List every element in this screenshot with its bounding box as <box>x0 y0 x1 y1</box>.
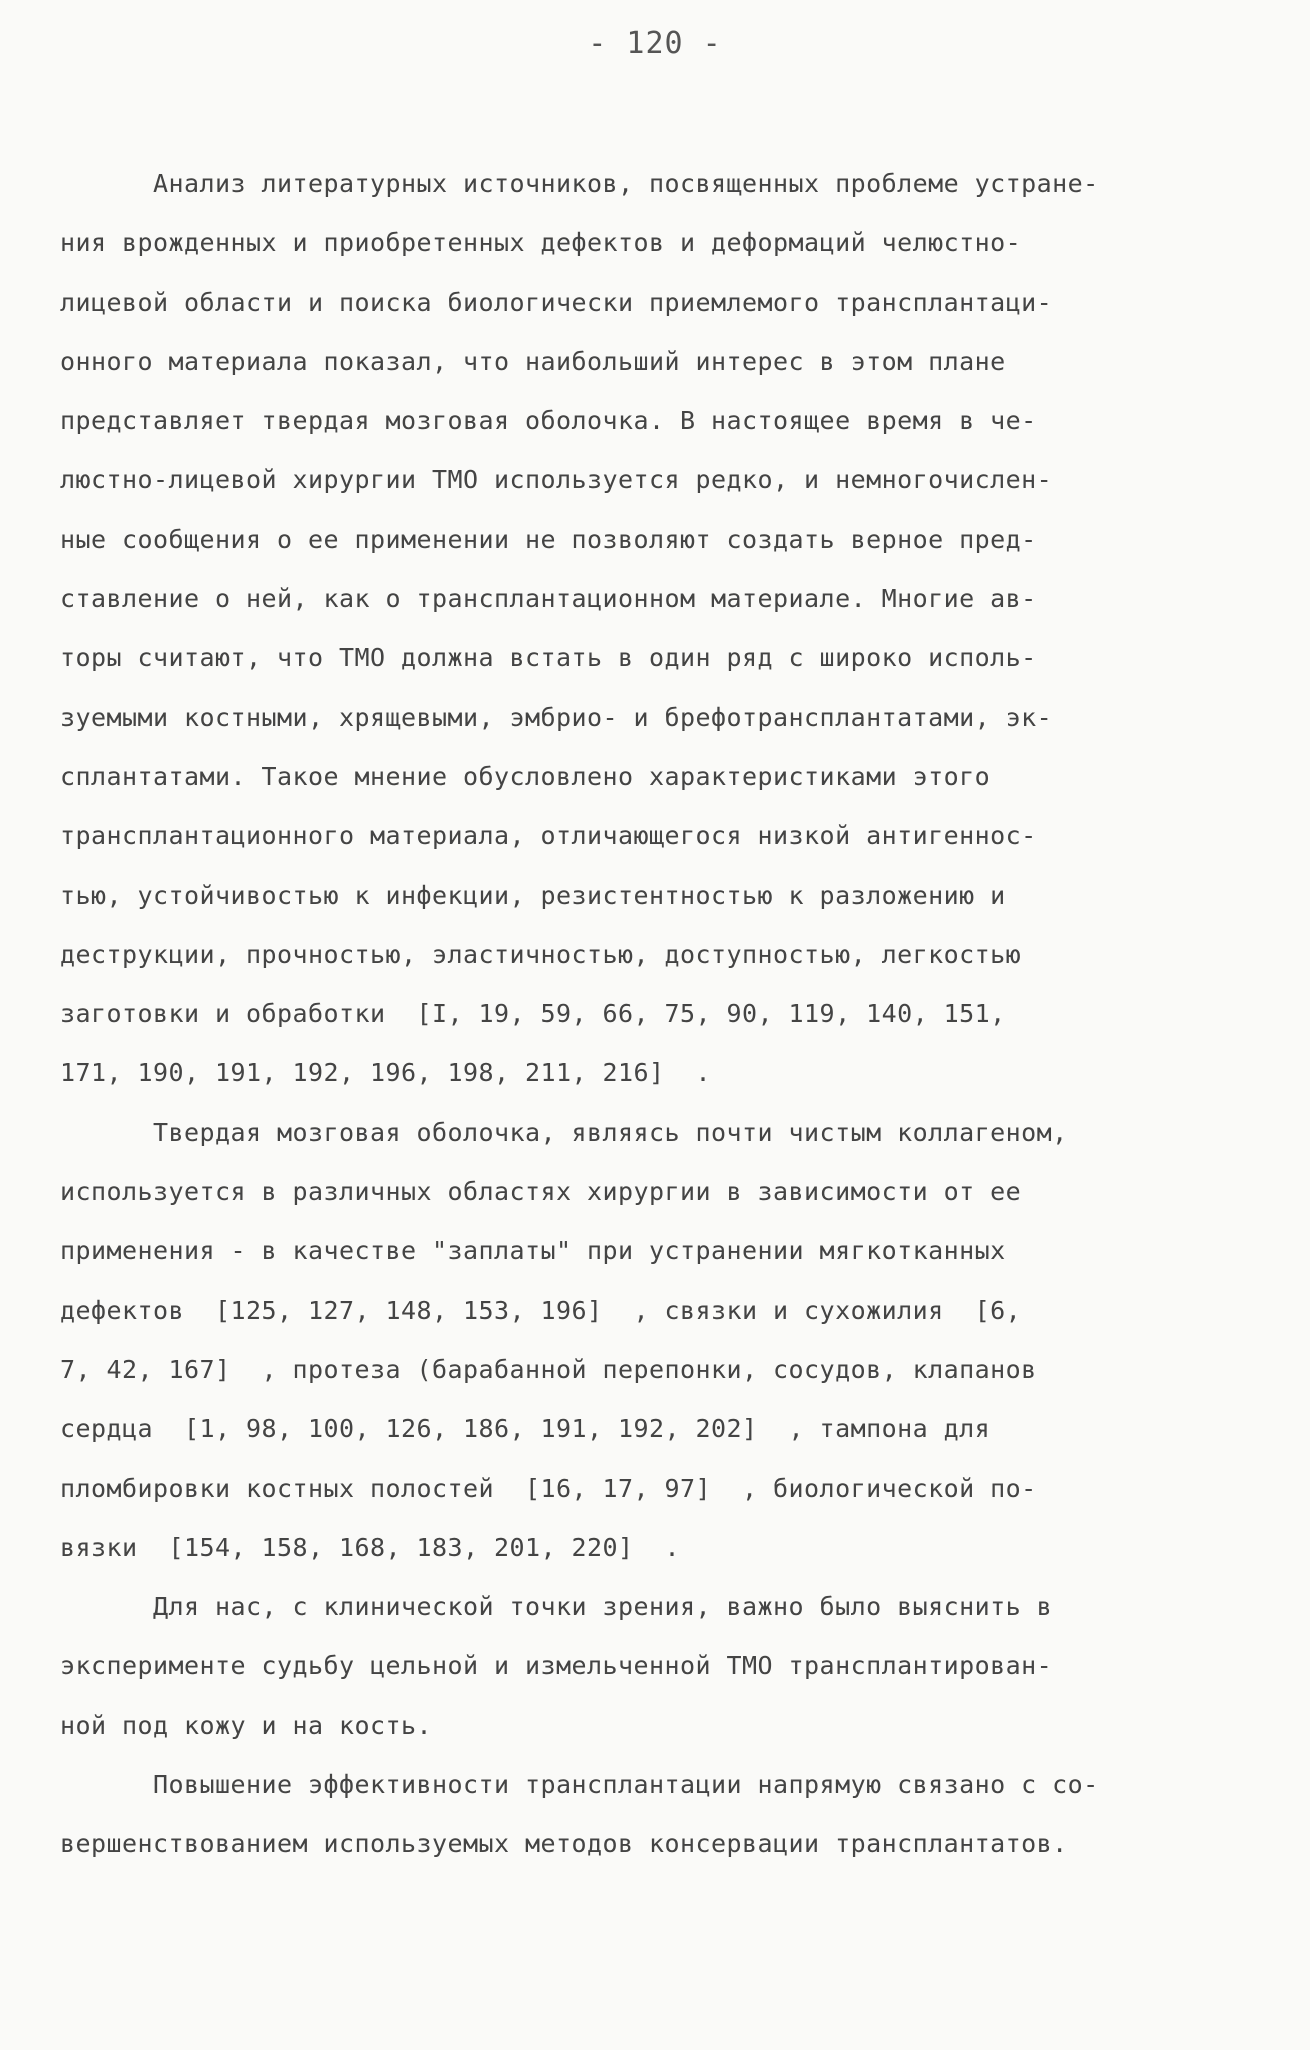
text-line: ной под кожу и на кость. <box>60 1710 433 1740</box>
text-line: эксперименте судьбу цельной и измельченной ТМО трансплантирован- <box>60 1651 1053 1681</box>
text-line: вершенствованием используемых методов консервации трансплантатов. <box>60 1829 1068 1859</box>
text-line: сплантатами. Такое мнение обусловлено характеристиками этого <box>60 761 991 791</box>
text-line: тью, устойчивостью к инфекции, резистентностью к разложению и <box>60 880 1006 910</box>
text-line: Твердая мозговая оболочка, являясь почти чистым коллагеном, <box>60 1117 1068 1147</box>
text-line: 171, 190, 191, 192, 196, 198, 211, 216] . <box>60 1058 712 1088</box>
text-line: вязки [154, 158, 168, 183, 201, 220] . <box>60 1532 681 1562</box>
text-line: заготовки и обработки [I, 19, 59, 66, 75, 90, 119, 140, 151, <box>60 999 1006 1029</box>
page-number: - 120 - <box>588 26 722 61</box>
body-text <box>60 154 1260 1874</box>
text-line: ные сообщения о ее применении не позволяют создать верное пред- <box>60 524 1037 554</box>
text-line: применения - в качестве "заплаты" при устранении мягкотканных <box>60 1236 1006 1266</box>
text-line: пломбировки костных полостей [16, 17, 97] , биологической по- <box>60 1473 1037 1503</box>
text-line: используется в различных областях хирургии в зависимости от ее <box>60 1177 1022 1207</box>
text-line: Анализ литературных источников, посвященных проблеме устране- <box>60 169 1099 198</box>
text-line: сердца [1, 98, 100, 126, 186, 191, 192, 202] , тампона для <box>60 1414 991 1444</box>
text-line: представляет твердая мозговая оболочка. В настоящее время в че- <box>60 406 1037 436</box>
text-line: ставление о ней, как о трансплантационном материале. Многие ав- <box>60 584 1037 614</box>
text-line: люстно-лицевой хирургии ТМО используется редко, и немногочислен- <box>60 465 1053 495</box>
text-line: 7, 42, 167] , протеза (барабанной перепонки, сосудов, клапанов <box>60 1354 1037 1384</box>
text-line: ния врожденных и приобретенных дефектов и деформаций челюстно- <box>60 228 1022 258</box>
text-line: деструкции, прочностью, эластичностью, доступностью, легкостью <box>60 939 1022 969</box>
text-line: дефектов [125, 127, 148, 153, 196] , связки и сухожилия [6, <box>60 1295 1022 1325</box>
text-line: лицевой области и поиска биологически приемлемого трансплантаци- <box>60 287 1053 317</box>
text-line: торы считают, что ТМО должна встать в один ряд с широко исполь- <box>60 643 1037 673</box>
text-line: трансплантационного материала, отличающегося низкой антигеннос- <box>60 821 1037 851</box>
text-line: Для нас, с клинической точки зрения, важно было выяснить в <box>60 1592 1053 1622</box>
text-line: Повышение эффективности трансплантации напрямую связано с со- <box>60 1770 1099 1800</box>
text-line: онного материала показал, что наибольший интерес в этом плане <box>60 346 1006 376</box>
text-line: зуемыми костными, хрящевыми, эмбрио- и брефотрансплантатами, эк- <box>60 702 1053 732</box>
